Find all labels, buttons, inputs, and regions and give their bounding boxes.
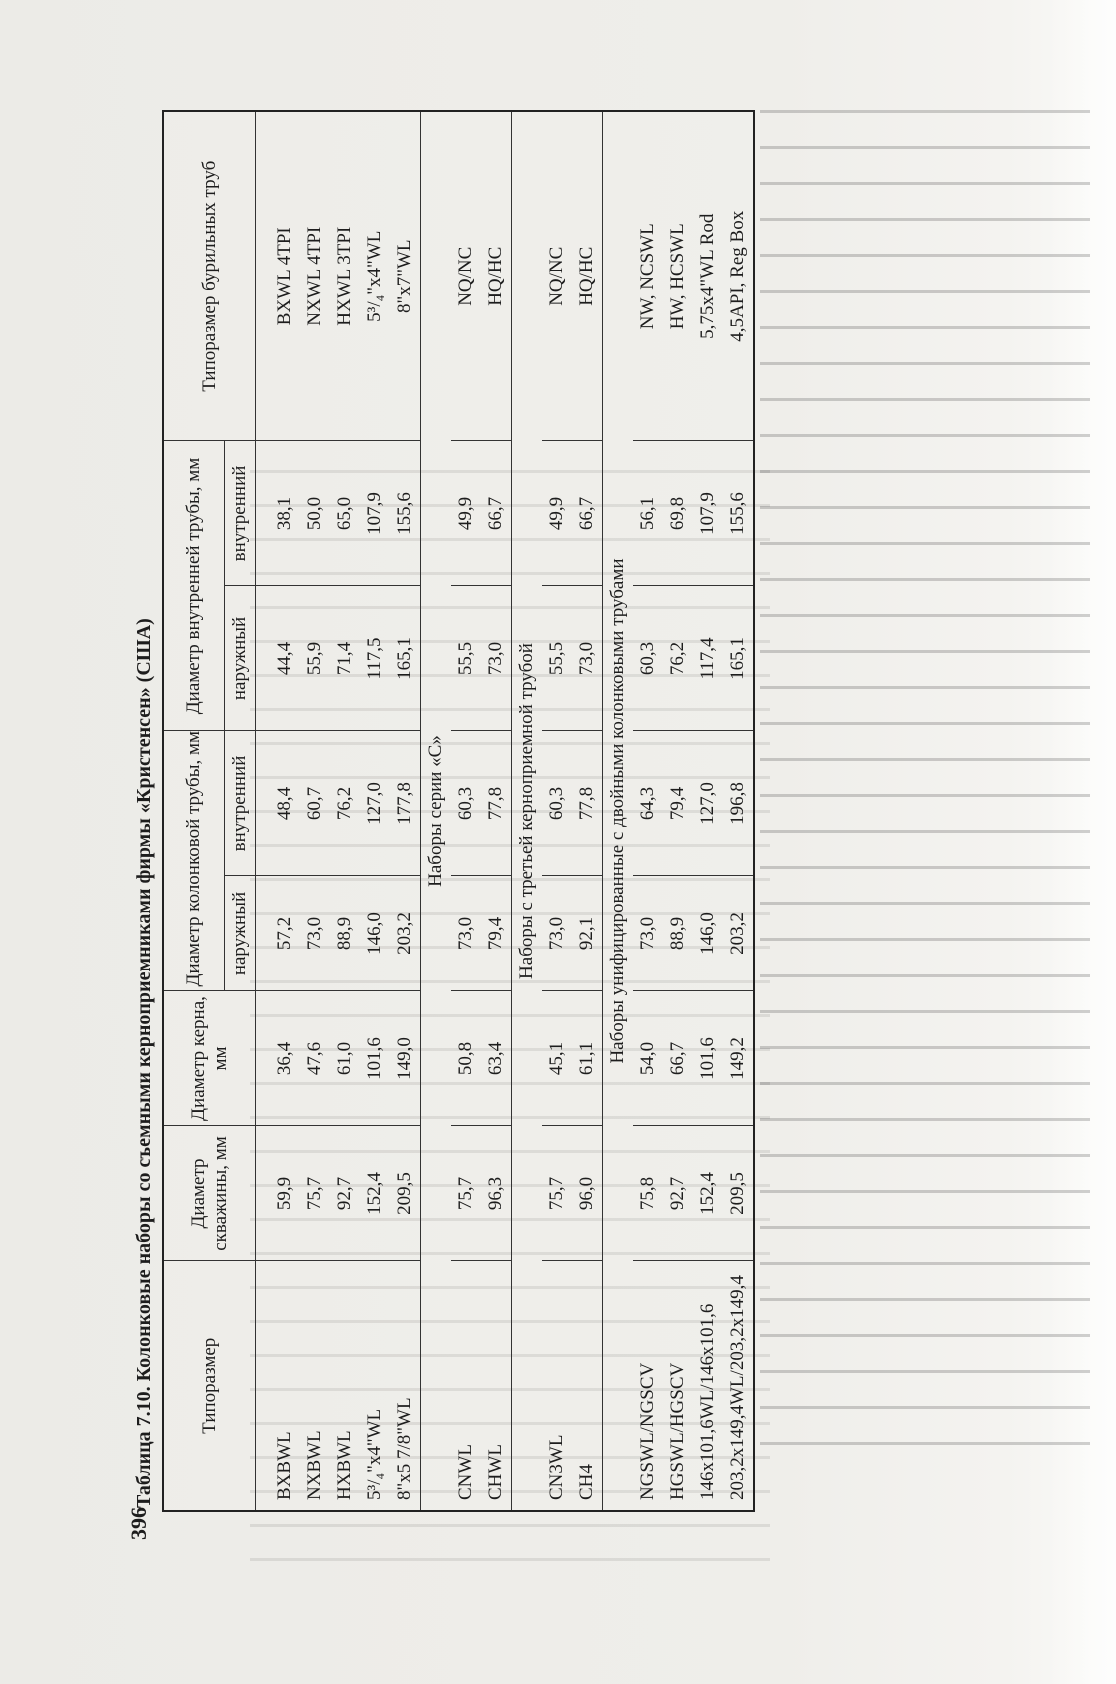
header-drill-pipe: Типоразмер бурильных труб xyxy=(163,111,256,441)
table-row: 8"x5 7/8"WL 209,5 149,0 203,2 177,8 165,1 155,6 8"x7"WL xyxy=(390,111,421,1511)
header-inner-pipe-outer: наружный xyxy=(225,586,256,731)
group-title: Наборы серии «С» xyxy=(425,735,446,887)
table-row: 203,2x149,4WL/203,2x149,4 209,5 149,2 203,2 196,8 165,1 155,6 4,5API, Reg Box xyxy=(723,111,754,1511)
group-title-row xyxy=(512,111,543,1511)
page-number: 396 xyxy=(126,1507,151,1540)
rotated-table-block xyxy=(126,112,806,1512)
group-title-row xyxy=(603,111,634,1511)
table-row: CHWL 96,3 63,4 79,4 77,8 73,0 66,7 HQ/HC xyxy=(481,111,512,1511)
table-row: 5³/₄"x4"WL 152,4 101,6 146,0 127,0 117,5 107,9 5³/₄"x4"WL xyxy=(360,111,390,1511)
header-inner-pipe: Диаметр внутренней трубы, мм xyxy=(163,441,225,731)
header-size: Типоразмер xyxy=(163,1261,256,1511)
bleed-through-text xyxy=(760,110,1090,1550)
core-sets-table xyxy=(162,110,755,1512)
header-hole-diameter: Диаметр скважины, мм xyxy=(163,1126,256,1261)
group-title-row xyxy=(421,111,452,1511)
header-core-diameter: Диаметр керна, мм xyxy=(163,991,256,1126)
table-caption: Таблица 7.10. Колонковые наборы со съемными керноприемниками фирмы «Кристенсен» (США) xyxy=(133,618,155,1508)
table-row: CN3WL 75,7 45,1 73,0 60,3 55,5 49,9 NQ/NC xyxy=(542,111,572,1511)
table-row: NXBWL 75,7 47,6 73,0 60,7 55,9 50,0 NXWL 4TPI xyxy=(300,111,330,1511)
header-inner-pipe-inner: внутренний xyxy=(225,441,256,586)
table-row: 146x101,6WL/146x101,6 152,4 101,6 146,0 127,0 117,4 107,9 5,75x4"WL Rod xyxy=(693,111,723,1511)
header-core-pipe-inner: внутренний xyxy=(225,731,256,876)
table-row: CH4 96,0 61,1 92,1 77,8 73,0 66,7 HQ/HC xyxy=(572,111,603,1511)
table-body xyxy=(256,111,755,1511)
table-row: HXBWL 92,7 61,0 88,9 76,2 71,4 65,0 HXWL 3TPI xyxy=(330,111,360,1511)
table-row: HGSWL/HGSCV 92,7 66,7 88,9 79,4 76,2 69,8 HW, HCSWL xyxy=(663,111,693,1511)
header-core-pipe: Диаметр колонковой трубы, мм xyxy=(163,731,225,991)
group-title: Наборы с третьей керноприемной трубой xyxy=(516,643,537,979)
table-row: CNWL 75,7 50,8 73,0 60,3 55,5 49,9 NQ/NC xyxy=(451,111,481,1511)
group-title: Наборы унифицированные с двойными колонковыми трубами xyxy=(607,558,628,1064)
table-row: NGSWL/NGSCV 75,8 54,0 73,0 64,3 60,3 56,1 NW, NCSWL xyxy=(633,111,663,1511)
table-row: BXBWL 59,9 36,4 57,2 48,4 44,4 38,1 BXWL 4TPI xyxy=(270,111,300,1511)
header-core-pipe-outer: наружный xyxy=(225,876,256,991)
